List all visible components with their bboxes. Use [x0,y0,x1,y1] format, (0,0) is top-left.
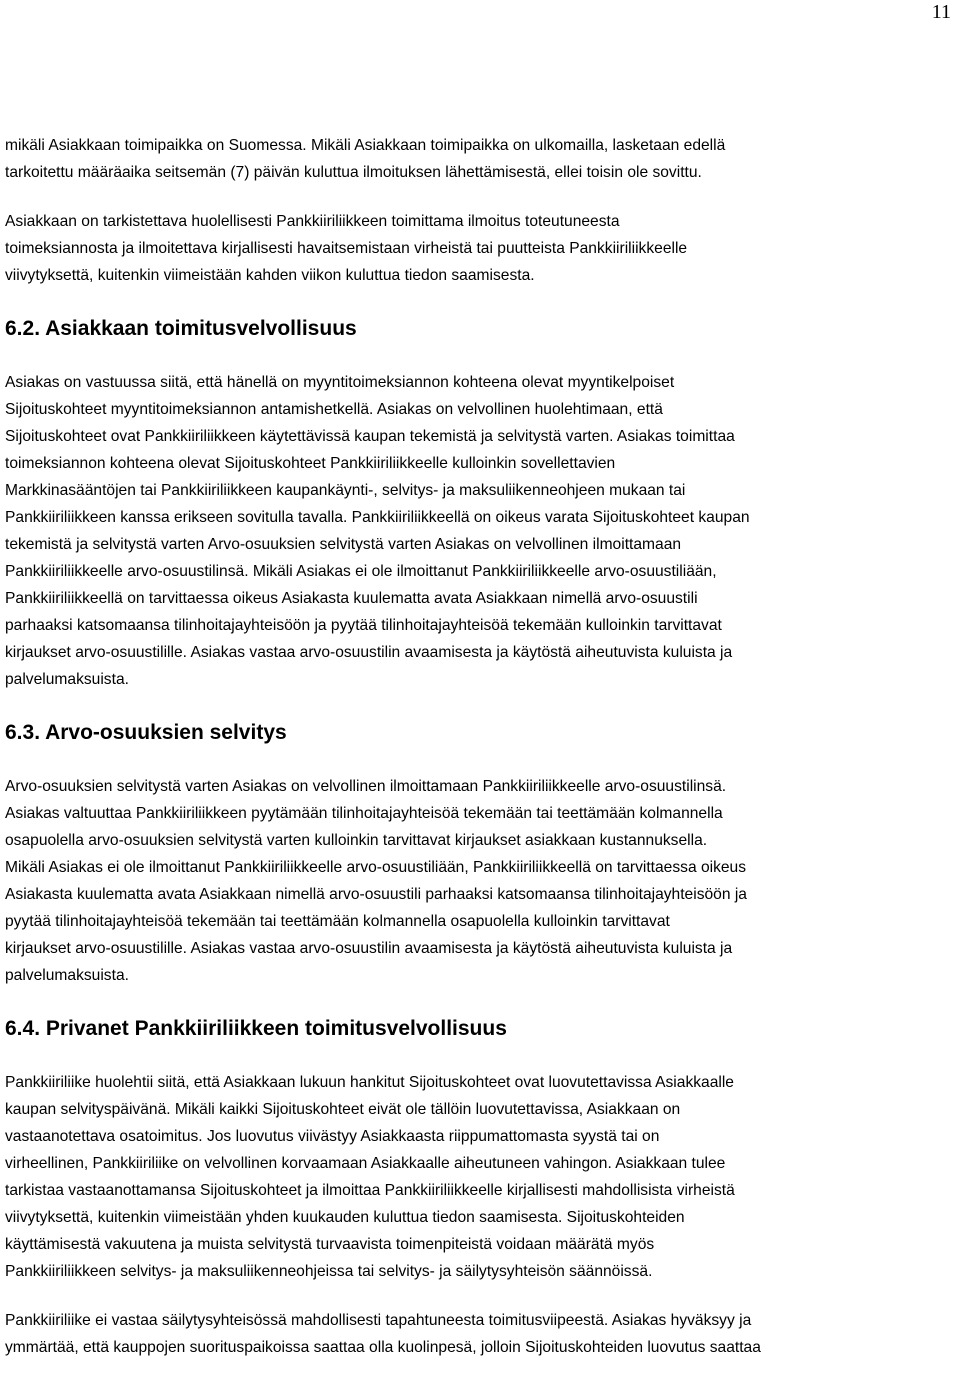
paragraph-line: viivytyksettä, kuitenkin viimeistään yhden kuukauden kuluttua tiedon saamisesta. Sijoituskohteiden [5,1209,685,1226]
paragraph-line: Pankkiiriliikkeellä on tarvittaessa oikeus Asiakasta kuulematta avata Asiakkaan nimellä arvo-osuustili [5,590,698,607]
paragraph [5,1307,955,1361]
block-spacer [5,186,955,208]
block-spacer [5,989,955,1015]
document-body [5,132,955,1361]
paragraph-line: Arvo-osuuksien selvitystä varten Asiakas on velvollinen ilmoittamaan Pankkiiriliikkeelle arvo-osuustilinsä. [5,778,727,795]
paragraph-line: Mikäli Asiakas ei ole ilmoittanut Pankkiiriliikkeelle arvo-osuustiliään, Pankkiiriliikkeellä on tarvittaessa oikeus [5,859,747,876]
paragraph-line: Pankkiiriliikkeen kanssa erikseen sovitulla tavalla. Pankkiiriliikkeellä on oikeus varata Sijoituskohteet kaupan [5,509,750,526]
paragraph-line: toimeksiannon kohteena olevat Sijoituskohteet Pankkiiriliikkeelle kulloinkin sovellettavien [5,455,616,472]
paragraph [5,208,955,289]
block-spacer [5,693,955,719]
paragraph-line: käyttämisestä vakuutena ja muista selvitystä turvaavista toimenpiteistä voidaan määrätä myös [5,1236,655,1253]
paragraph-line: Pankkiiriliikkeen selvitys- ja maksuliikenneohjeissa tai selvitys- ja säilytysyhteisön säännöissä. [5,1263,653,1280]
paragraph-line: kirjaukset arvo-osuustilille. Asiakas vastaa arvo-osuustilin avaamisesta ja käytöstä aiheutuvista kuluista ja [5,940,733,957]
paragraph-line: virheellinen, Pankkiiriliike on velvollinen korvaamaan Asiakkaalle aiheutuneen vahingon. Asiakkaan tulee [5,1155,726,1172]
paragraph-line: Asiakas on vastuussa siitä, että hänellä on myyntitoimeksiannon kohteena olevat myyntikelpoiset [5,374,675,391]
paragraph-line: pyytää tilinhoitajayhteisöä tekemään tai teettämään kolmannella osapuolella kulloinkin tarvittavat [5,913,670,930]
paragraph-line: palvelumaksuista. [5,967,129,984]
block-spacer [5,1043,955,1069]
paragraph-line: mikäli Asiakkaan toimipaikka on Suomessa. Mikäli Asiakkaan toimipaikka on ulkomailla, lasketaan edellä [5,137,726,154]
section-heading: 6.4. Privanet Pankkiiriliikkeen toimitusvelvollisuus [5,1017,507,1040]
paragraph-line: Pankkiiriliikkeelle arvo-osuustilinsä. Mikäli Asiakas ei ole ilmoittanut Pankkiiriliikkeelle arvo-osuustiliään, [5,563,717,580]
paragraph [5,369,955,693]
paragraph-line: Asiakasta kuulematta avata Asiakkaan nimellä arvo-osuustili parhaaksi katsomaansa tilinhoitajayhteisöön ja [5,886,747,903]
paragraph-line: parhaaksi katsomaansa tilinhoitajayhteisöön ja pyytää tilinhoitajayhteisöä tekemään kulloinkin tarvittavat [5,617,722,634]
paragraph-line: palvelumaksuista. [5,671,129,688]
paragraph-line: tarkistaa vastaanottamansa Sijoituskohteet ja ilmoittaa Pankkiiriliikkeelle kirjallisesti mahdollisista virheistä [5,1182,735,1199]
paragraph [5,1069,955,1285]
block-spacer [5,1285,955,1307]
paragraph-line: Asiakas valtuuttaa Pankkiiriliikkeen pyytämään tilinhoitajayhteisöä tekemään tai teettämään kolmannella [5,805,723,822]
paragraph-line: Pankkiiriliike ei vastaa säilytysyhteisössä mahdollisesti tapahtuneesta toimitusviipeestä. Asiakas hyväksyy ja [5,1312,752,1329]
paragraph-line: tekemistä ja selvitystä varten Arvo-osuuksien selvitystä varten Asiakas on velvollinen ilmoittamaan [5,536,682,553]
paragraph-line: Asiakkaan on tarkistettava huolellisesti Pankkiiriliikkeen toimittama ilmoitus toteutuneesta [5,213,620,230]
paragraph-line: vastaanotettava osatoimitus. Jos luovutus viivästyy Asiakkaasta riippumattomasta syystä tai on [5,1128,660,1145]
block-spacer [5,289,955,315]
paragraph-line: osapuolella arvo-osuuksien selvitystä varten kulloinkin tarvittavat kirjaukset asiakkaan kustannuksella. [5,832,708,849]
paragraph-line: kirjaukset arvo-osuustilille. Asiakas vastaa arvo-osuustilin avaamisesta ja käytöstä aiheutuvista kuluista ja [5,644,733,661]
paragraph-line: tarkoitettu määräaika seitsemän (7) päivän kuluttua ilmoituksen lähettämisestä, ellei toisin ole sovittu. [5,164,702,181]
paragraph-line: Sijoituskohteet myyntitoimeksiannon antamishetkellä. Asiakas on velvollinen huolehtimaan, että [5,401,663,418]
paragraph-line: viivytyksettä, kuitenkin viimeistään kahden viikon kuluttua tiedon saamisesta. [5,267,535,284]
section-heading: 6.2. Asiakkaan toimitusvelvollisuus [5,317,357,340]
paragraph-line: kaupan selvityspäivänä. Mikäli kaikki Sijoituskohteet eivät ole tällöin luovutettavissa, Asiakkaan on [5,1101,681,1118]
paragraph-line: Markkinasääntöjen tai Pankkiiriliikkeen kaupankäynti-, selvitys- ja maksuliikenneohjeen mukaan tai [5,482,686,499]
paragraph-line: Sijoituskohteet ovat Pankkiiriliikkeen käytettävissä kaupan tekemistä ja selvitystä varten. Asiakas toimittaa [5,428,735,445]
block-spacer [5,343,955,369]
block-spacer [5,747,955,773]
paragraph [5,132,955,186]
paragraph-line: Pankkiiriliike huolehtii siitä, että Asiakkaan lukuun hankitut Sijoituskohteet ovat luovutettavissa Asiakkaalle [5,1074,734,1091]
paragraph [5,773,955,989]
paragraph-line: ymmärtää, että kauppojen suorituspaikoissa saattaa olla kuolinpesä, jolloin Sijoituskohteiden luovutus saattaa [5,1339,761,1356]
section-heading: 6.3. Arvo-osuuksien selvitys [5,721,287,744]
paragraph-line: toimeksiannosta ja ilmoitettava kirjallisesti havaitsemistaan virheistä tai puutteista Pankkiiriliikkeelle [5,240,688,257]
page-number: 11 [931,1,951,23]
